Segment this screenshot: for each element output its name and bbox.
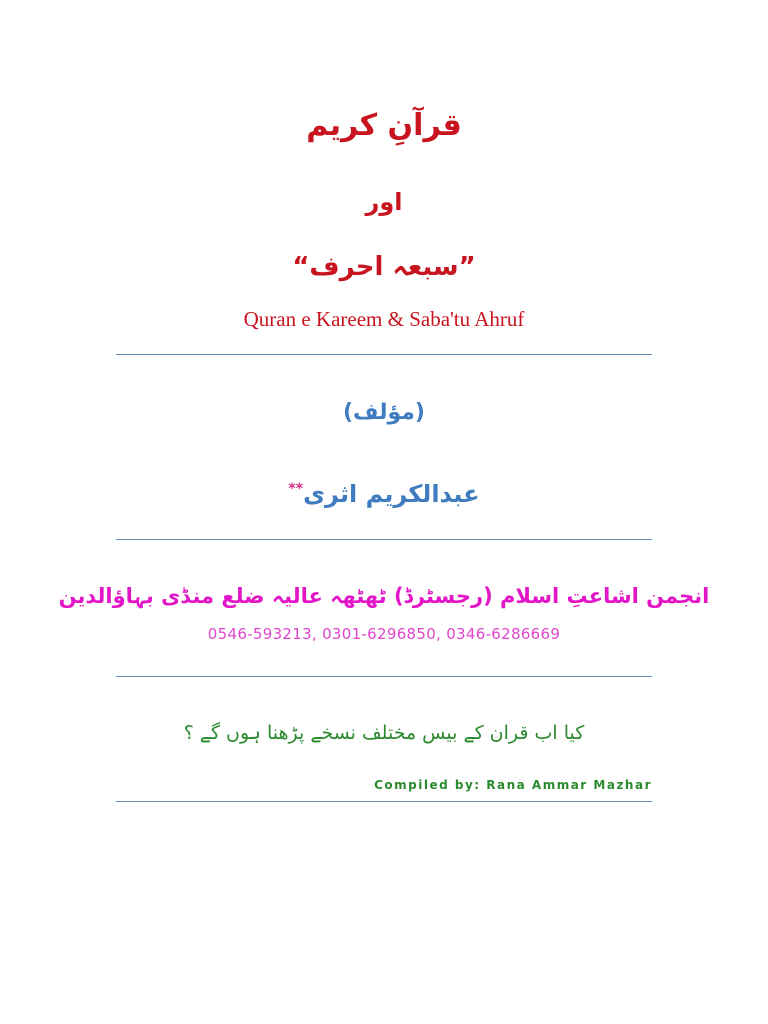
- subtitle-urdu: ”سبعہ احرف“: [292, 252, 476, 282]
- compiled-by: Compiled by: Rana Ammar Mazhar: [374, 778, 652, 792]
- divider-2: [116, 539, 652, 540]
- author-marks: **: [288, 481, 304, 497]
- author-name: عبدالکریم اثری: [303, 480, 480, 508]
- question-urdu: کیا اب قران کے بیس مختلف نسخے پڑھنا ہوں گے ؟: [183, 722, 585, 744]
- title-english: Quran e Kareem & Saba'tu Ahruf: [243, 307, 525, 331]
- title-urdu: قرآنِ کریم: [306, 108, 462, 143]
- conjunction-urdu: اور: [365, 188, 403, 216]
- phone-numbers: 0546-593213, 0301-6296850, 0346-6286669: [207, 625, 561, 643]
- organization-urdu: انجمن اشاعتِ اسلام (رجسٹرڈ) ٹھٹھہ عالیہ ضلع منڈی بہاؤالدین: [58, 584, 710, 608]
- compiler-label: (مؤلف): [343, 400, 425, 425]
- author-line: [0, 480, 768, 509]
- divider-3: [116, 676, 652, 677]
- divider-1: [116, 354, 652, 355]
- divider-4: [116, 801, 652, 802]
